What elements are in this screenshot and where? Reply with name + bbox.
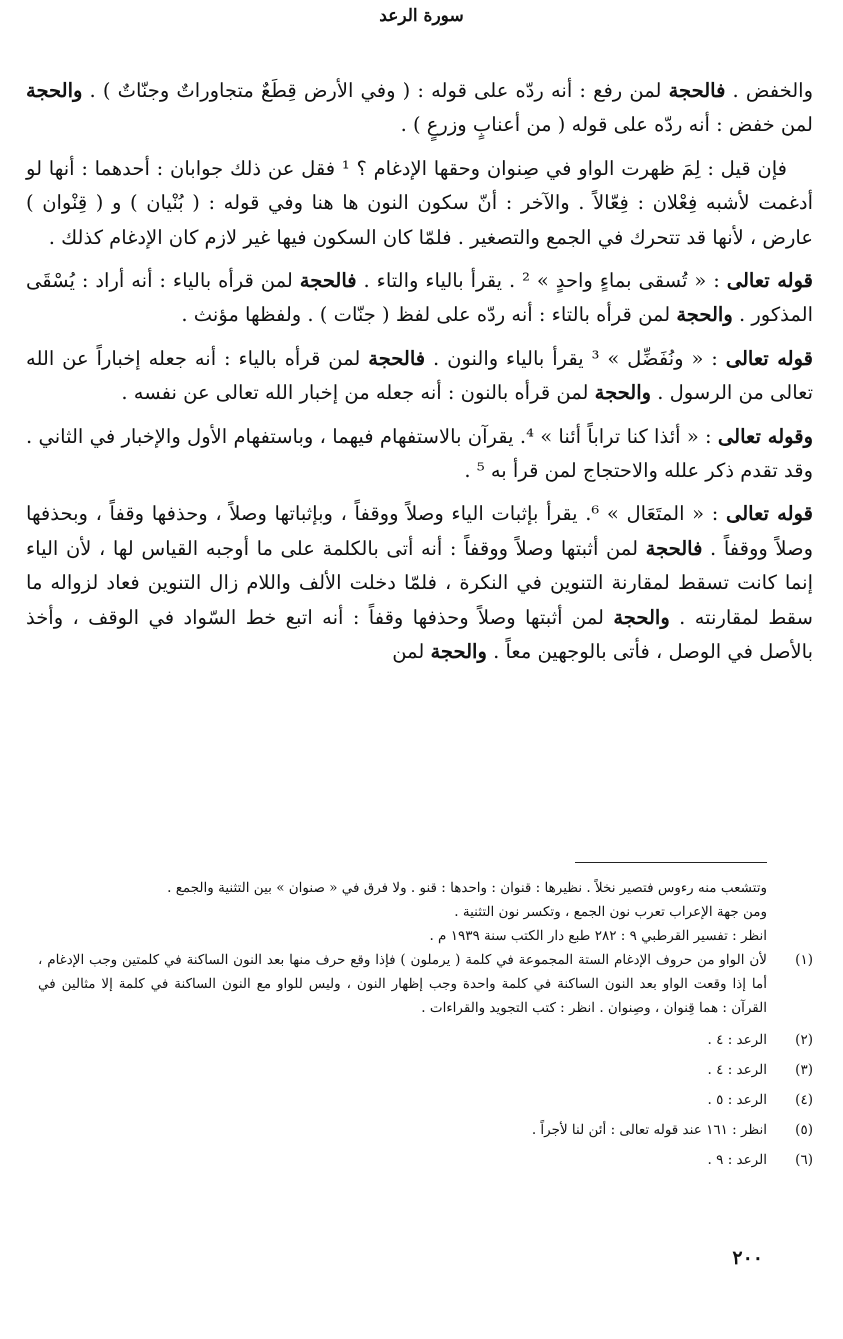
footnote-4 <box>38 1088 813 1112</box>
bold-term: والحجة <box>430 640 487 664</box>
footnote-text: الرعد : ٤ . <box>707 1062 767 1078</box>
footnote-number: (٦) <box>795 1152 813 1168</box>
footnotes <box>38 876 813 1172</box>
bold-term: والحجة <box>676 303 733 327</box>
text-run: : « المتَعَال » ⁶. يقرأ بإثبات الياء وصلاً ووقفاً ، وبإثباتها وصلاً ، وحذفها وقفاً ، وبحذفها وصلاً ووقفاً . <box>26 502 813 560</box>
text-run: لمن قرأه بالياء : أنه أراد : يُسْقَى المذكور . <box>26 269 813 327</box>
footnote-6 <box>38 1148 813 1172</box>
running-header: سورة الرعد <box>379 6 464 26</box>
bold-term: والحجة <box>613 605 670 629</box>
footnote-number: (٥) <box>795 1122 813 1138</box>
footnote-1 <box>38 948 813 1020</box>
text-run: لمن قرأه بالياء : أنه جعله إخباراً عن الله تعالى من الرسول . <box>26 346 813 405</box>
text-run: لمن أثبتها وصلاً ووقفاً : أنه أتى بالكلمة على ما أوجبه القياس لها ، لأن الياء إنما كانت تسقط لمقارنة التنوين في النكرة ، فلمّا دخلت الألف واللام زال التنوين فعاد لزواله ما سقط لمقارنته . <box>26 536 813 629</box>
bold-term: قوله تعالى <box>725 502 813 526</box>
paragraph-1 <box>26 74 813 143</box>
footnote-continuation: وتتشعب منه رءوس فتصير نخلاً . نظيرها : قنوان : واحدها : قنو . ولا فرق في « صنوان » بين التثنية والجمع . <box>167 880 767 896</box>
text-run: لمن قرأه بالنون : أنه جعله من إخبار الله تعالى عن نفسه . <box>121 381 595 405</box>
bold-term: والحجة <box>594 381 652 405</box>
paragraph-6 <box>26 497 813 669</box>
bold-term: فالحجة <box>645 536 703 560</box>
bold-term: قوله تعالى <box>725 346 813 370</box>
bold-term: فالحجة <box>368 346 426 370</box>
text-run: لمن أثبتها وصلاً وحذفها وقفاً : أنه اتبع خط السّواد في الوقف ، وأخذ بالأصل في الوصل ، فأتى بالوجهين معاً . <box>26 605 813 664</box>
footnote-number: (٣) <box>795 1062 813 1078</box>
bold-term: فالحجة <box>299 269 357 293</box>
text-run: : « ونُفَضِّل » ³ يقرأ بالياء والنون . <box>425 346 726 370</box>
footnote-5 <box>38 1118 813 1142</box>
text-run: لمن رفع : أنه ردّه على قوله : ( وفي الأرض قِطَعٌ متجاوراتٌ وجنّاتٌ ) . <box>82 79 669 102</box>
footnote-text: انظر : ١٦١ عند قوله تعالى : أئن لنا لأجراً . <box>531 1122 767 1138</box>
footnote-text: الرعد : ٤ . <box>707 1032 767 1048</box>
paragraph-3 <box>26 264 813 333</box>
footnote-3 <box>38 1058 813 1082</box>
main-text <box>26 74 813 670</box>
bold-term: والحجة <box>26 79 83 102</box>
footnote-2 <box>38 1028 813 1052</box>
footnote-continuation: انظر : تفسير القرطبي ٩ : ٢٨٢ طبع دار الكتب سنة ١٩٣٩ م . <box>429 928 767 944</box>
footnote-number: (٤) <box>795 1092 813 1108</box>
bold-term: وقوله تعالى <box>717 424 813 448</box>
text-run: : « أئذا كنا تراباً أئنا » ⁴. يقرآن بالاستفهام فيهما ، وباستفهام الأول والإخبار في الثاني . وقد تقدم ذكر علله والاحتجاج لمن قرأ به ⁵ . <box>26 424 813 483</box>
bold-term: فالحجة <box>668 79 726 102</box>
page-number: ٢٠٠ <box>732 1247 763 1269</box>
text-run: لمن <box>392 640 431 664</box>
footnote-text: الرعد : ٥ . <box>707 1092 767 1108</box>
footnote-number: (٢) <box>795 1032 813 1048</box>
text-run: : « تُسقى بماءٍ واحدٍ » ² . يقرأ بالياء والتاء . <box>356 269 727 293</box>
bold-term: قوله تعالى <box>726 269 813 293</box>
footnote-text: الرعد : ٩ . <box>707 1152 767 1168</box>
paragraph-5 <box>26 420 813 489</box>
footnote-divider <box>575 862 767 863</box>
footnote-text: لأن الواو من حروف الإدغام الستة المجموعة في كلمة ( يرملون ) فإذا وقع حرف منها بعد النون الساكنة في كلمتين وجب الإدغام ، أما إذا وقعت الواو بعد النون الساكنة في كلمة واحدة وجب إظهار النون ، وليس للواو مع النون الساكنة في كلمة إلا مثالين في القرآن : هما قِنوان ، وصِنوان . انظر : كتب التجويد والقراءات . <box>38 952 767 1016</box>
text-run: والخفض . <box>725 79 813 102</box>
footnote-number: (١) <box>795 952 813 968</box>
footnote-continuation: ومن جهة الإعراب تعرب نون الجمع ، وتكسر نون التثنية . <box>454 904 767 920</box>
text-run: لمن قرأه بالتاء : أنه ردّه على لفظ ( جنّات ) . ولفظها مؤنث . <box>181 303 677 327</box>
text-run: لمن خفض : أنه ردّه على قوله ( من أعنابٍ وزرعٍ ) . <box>400 113 813 137</box>
paragraph-4 <box>26 342 813 411</box>
paragraph-2: فإن قيل : لِمَ ظهرت الواو في صِنوان وحقها الإدغام ؟ ¹ فقل عن ذلك جوابان : أحدهما : أنها لو أدغمت لأشبه فِعْلان : فِعّالاً . والآخر : أنّ سكون النون ها هنا وفي قوله : ( بُنْيان ) و ( قِنْوان ) عارض ، لأنها قد تتحرك في الجمع والتصغير . فلمّا كان السكون فيها غير لازم كان الإدغام كذلك . <box>26 156 813 249</box>
